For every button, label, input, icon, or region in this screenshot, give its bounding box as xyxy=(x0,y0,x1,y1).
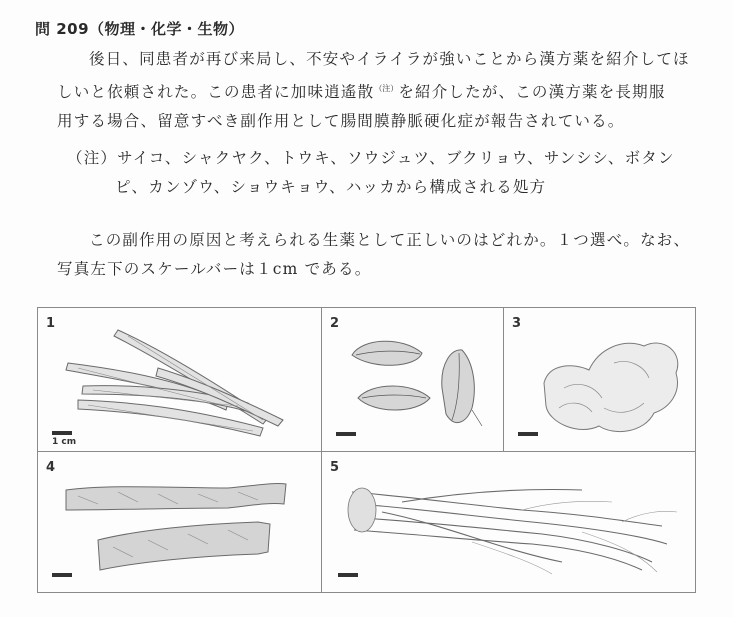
paragraph-2-line-2: 写真左下のスケールバーは１cm である。 xyxy=(57,260,372,278)
root-pieces-image xyxy=(38,452,321,591)
photo-number-5: 5 xyxy=(330,460,340,475)
paragraph-1-line-2 xyxy=(57,74,707,107)
scale-bar-4 xyxy=(52,573,72,577)
question-title: 問 209（物理・化学・生物） xyxy=(35,20,245,38)
photo-option-1[interactable] xyxy=(38,308,322,452)
photo-option-2[interactable] xyxy=(322,308,504,452)
note-line-2: ピ、カンゾウ、ショウキョウ、ハッカから構成される処方 xyxy=(115,178,547,196)
root-bundle-image xyxy=(322,452,694,591)
fruits-image xyxy=(322,308,503,451)
question-paragraph-2 xyxy=(57,226,707,284)
photo-option-3[interactable] xyxy=(504,308,695,452)
scale-label-1: 1 cm xyxy=(52,437,77,447)
scale-bar-3 xyxy=(518,432,538,436)
paragraph-1-line-3: 用する場合、留意すべき副作用として腸間膜静脈硬化症が報告されている。 xyxy=(57,112,625,131)
root-slices-image xyxy=(38,308,321,451)
paragraph-1-line-2-rest: を紹介したが、この漢方薬を長期服 xyxy=(398,83,666,102)
photo-number-3: 3 xyxy=(512,316,522,331)
photo-number-4: 4 xyxy=(46,460,56,475)
paragraph-2-line-1: この副作用の原因と考えられる生薬として正しいのはどれか。１つ選べ。なお、 xyxy=(89,231,691,249)
formula-note xyxy=(67,144,675,202)
scale-bar-2 xyxy=(336,432,356,436)
note-marker: （注） xyxy=(374,84,399,93)
question-paragraph-1 xyxy=(57,45,707,136)
photo-option-4[interactable] xyxy=(38,452,322,592)
photo-option-5[interactable] xyxy=(322,452,695,592)
herb-photo-grid xyxy=(37,307,696,593)
photo-number-2: 2 xyxy=(330,316,340,331)
scale-bar-1 xyxy=(52,431,72,435)
paragraph-1-line-1: 後日、同患者が再び来局し、不安やイライラが強いことから漢方薬を紹介してほ xyxy=(89,50,690,68)
rhizome-image xyxy=(504,308,694,451)
note-line-1: （注）サイコ、シャクヤク、トウキ、ソウジュツ、ブクリョウ、サンシシ、ボタン xyxy=(67,149,675,167)
photo-number-1: 1 xyxy=(46,316,56,331)
paragraph-1-line-2-text: しいと依頼された。この患者に加味逍遙散 xyxy=(57,83,375,102)
scale-bar-5 xyxy=(338,573,358,577)
